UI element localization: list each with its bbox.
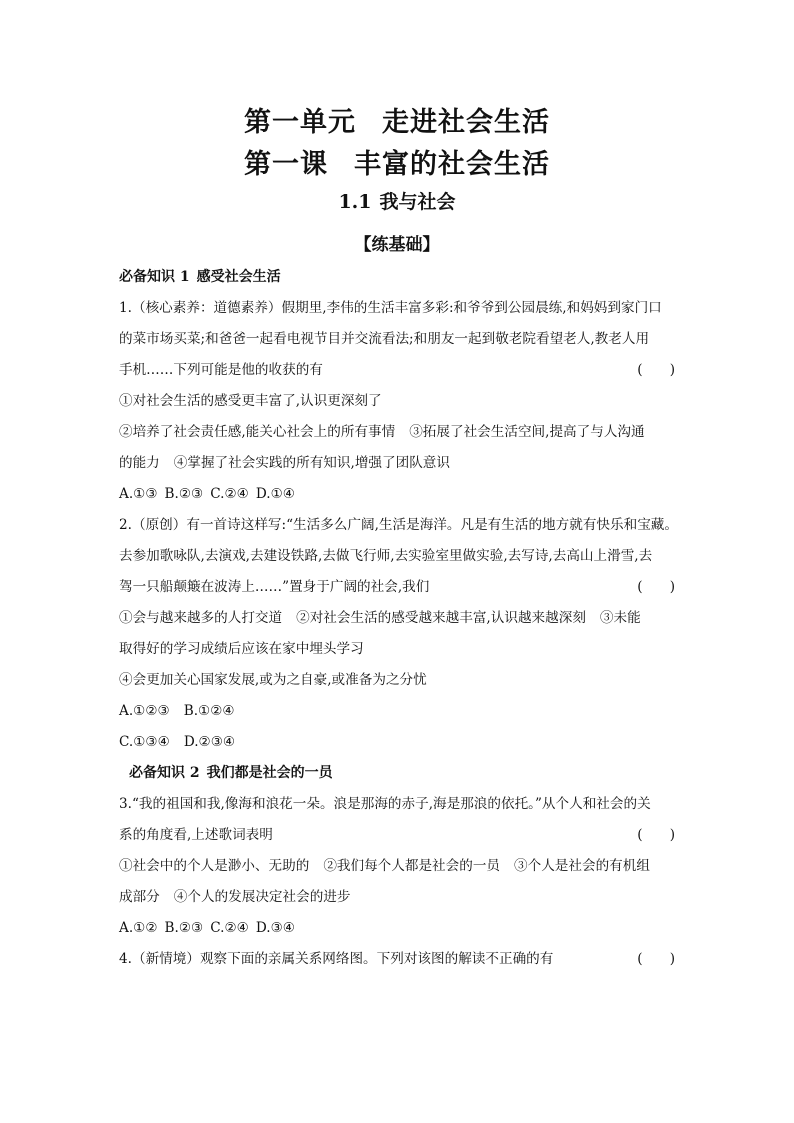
practice-heading: 【练基础】 [354,235,440,255]
answer-d: D.②③④ [183,734,236,750]
option-2: ②我们每个人都是社会的一员 [323,858,501,874]
option-3-cont: 成部分 [119,889,160,905]
question-1-options-2-3 [119,417,675,448]
question-2-option-3-cont: 取得好的学习成绩后应该在家中埋头学习 [119,641,364,657]
answer-d: D.①④ [255,486,295,502]
answer-paren: ( ) [637,362,675,378]
option-1: ①会与越来越多的人打交道 [119,610,283,626]
question-2-answers-cd [119,727,675,758]
question-2-stem-line-3 [119,572,675,603]
knowledge-heading-2 [119,758,675,789]
question-2-options-1-3 [119,603,675,634]
stem-text: 系的角度看,上述歌词表明 [119,827,273,843]
knowledge-label: 必备知识 1 [119,269,190,285]
section-title [0,187,794,214]
unit-title [0,100,794,139]
answer-c: C.②④ [210,920,249,936]
answer-c: C.①③④ [119,734,170,750]
question-1-stem-line-2: 的菜市场买菜;和爸爸一起看电视节目并交流看法;和朋友一起到敬老院看望老人,教老人用 [119,331,650,347]
section-number: 1.1 [338,191,372,213]
stem-text: 4.（新情境）观察下面的亲属关系网络图。下列对该图的解读不正确的有 [119,951,554,967]
section-name: 我与社会 [379,191,456,213]
answer-d: D.③④ [255,920,295,936]
answer-paren: ( ) [637,579,675,595]
answer-a: A.①②③ [119,703,170,719]
question-2-stem-line-2: 去参加歌咏队,去演戏,去建设铁路,去做飞行师,去实验室里做实验,去写诗,去高山上滑雪,去 [119,548,653,564]
question-1-stem-line-3 [119,355,675,386]
answer-b: B.②③ [164,486,204,502]
option-4: ④掌握了社会实践的所有知识,增强了团队意识 [173,455,450,471]
option-2: ②培养了社会责任感,能关心社会上的所有事情 [119,424,396,440]
answer-a: A.①③ [119,486,158,502]
question-3-answers [119,913,675,944]
question-2-option-4: ④会更加关心国家发展,或为之自豪,或准备为之分忧 [119,672,427,688]
option-2: ②对社会生活的感受越来越丰富,认识越来越深刻 [296,610,586,626]
answer-paren: ( ) [637,827,675,843]
question-4-stem-line-1 [119,944,675,975]
knowledge-label: 必备知识 2 [129,765,200,781]
question-3-options-3-4 [119,882,675,913]
unit-name: 走进社会生活 [382,107,550,138]
option-1: ①社会中的个人是渺小、无助的 [119,858,310,874]
knowledge-name: 我们都是社会的一员 [206,765,333,781]
option-3: ③个人是社会的有机组 [514,858,650,874]
unit-number: 第一单元 [244,107,356,138]
question-3-stem-line-1: 3.“我的祖国和我,像海和浪花一朵。浪是那海的赤子,海是那浪的依托。”从个人和社会的关 [119,796,651,812]
lesson-number: 第一课 [244,149,328,180]
option-3: ③未能 [599,610,641,626]
question-content [119,262,678,975]
stem-text: 驾一只船颠簸在波涛上……”置身于广阔的社会,我们 [119,579,430,595]
answer-a: A.①② [119,920,158,936]
question-1-answers [119,479,675,510]
question-1-stem-line-1: 1.（核心素养：道德素养）假期里,李伟的生活丰富多彩:和爷爷到公园晨练,和妈妈到家门口 [119,300,662,316]
question-3-stem-line-2 [119,820,675,851]
question-3-options-1-3 [119,851,675,882]
answer-paren: ( ) [637,951,675,967]
knowledge-name: 感受社会生活 [196,269,281,285]
answer-b: B.①②④ [183,703,235,719]
answer-b: B.②③ [164,920,204,936]
option-3-cont: 的能力 [119,455,160,471]
question-1-options-3-4 [119,448,675,479]
stem-text: 手机……下列可能是他的收获的有 [119,362,323,378]
lesson-name: 丰富的社会生活 [354,149,550,180]
option-3: ③拓展了社会生活空间,提高了与人沟通 [409,424,645,440]
question-2-answers-ab [119,696,675,727]
question-2-stem-line-1: 2.（原创）有一首诗这样写:“生活多么广阔,生活是海洋。凡是有生活的地方就有快乐和宝藏。 [119,517,678,533]
option-4: ④个人的发展决定社会的进步 [173,889,351,905]
knowledge-heading-1 [119,262,675,293]
lesson-title [0,142,794,181]
answer-c: C.②④ [210,486,249,502]
question-1-option-1: ①对社会生活的感受更丰富了,认识更深刻了 [119,393,382,409]
